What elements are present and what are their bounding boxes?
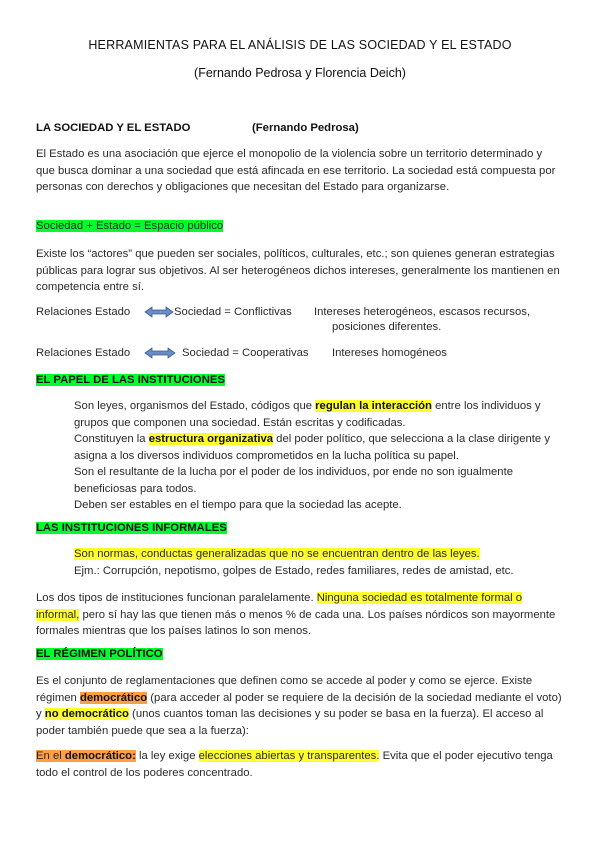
highlight-definition: Son normas, conductas generalizadas que no se encuentran dentro de las leyes. [74,548,480,560]
section-heading-sociedad-estado: LA SOCIEDAD Y EL ESTADO [36,122,191,134]
highlight-ninguna-sociedad: Ninguna sociedad es totalmente formal o informal, [36,592,523,621]
highlight-no-democratico: no democrático [44,708,129,720]
paragraph-paralelamente [36,590,564,640]
highlight-democratico-label: democrático: [64,750,136,762]
relation-2-right: Intereses homogéneos [332,347,447,359]
relation-1-right-line2: posiciones diferentes. [332,321,442,333]
section-heading-informales [36,522,227,534]
document-authors: (Fernando Pedrosa y Florencia Deich) [194,66,406,80]
section-heading-regimen [36,648,163,660]
text-run: entre los individuos y grupos que componen una sociedad. Están escritas y codificadas. [74,400,541,429]
relation-1-left: Relaciones Estado [36,306,131,318]
relation-2-left: Relaciones Estado [36,347,131,359]
text-run: Es el conjunto de reglamentaciones que definen como se accede al poder y como se ejerce. Existe régimen [36,675,533,704]
relation-1-middle: Sociedad = Conflictivas [174,306,292,318]
double-arrow-icon [144,306,174,318]
section-author: (Fernando Pedrosa) [252,122,359,134]
text-run: pero sí hay las que tienen más o menos % de cada una. Los países nórdicos son mayormente formales mientras que los países latinos lo son menos. [36,608,556,637]
highlight-estructura: estructura organizativa [148,433,274,445]
text-run: Son leyes, organismos del Estado, códigos que [74,400,316,412]
highlight-en-el: En el [36,750,65,762]
text-run: la ley exige [135,750,199,762]
section-heading-instituciones [36,374,225,386]
highlight-regulan: regulan la interacción [315,400,432,412]
heading-highlight: EL RÉGIMEN POLÍTICO [36,648,163,660]
instituciones-item-1 [74,398,564,431]
equation-highlight [36,220,223,232]
text-run: del poder político, que selecciona a la clase dirigente y asigna a los diversos individuos comprometidos en la lucha política su papel. [74,433,550,462]
instituciones-item-3: Son el resultante de la lucha por el poder de los individuos, por ende no son igualmente beneficiosas para todos. [74,466,513,495]
relation-2-middle: Sociedad = Cooperativas [182,347,309,359]
highlight-democratico: democrático [79,691,148,704]
text-run: Constituyen la [74,433,149,445]
relation-1-right-line1: Intereses heterogéneos, escasos recursos, [314,306,531,318]
instituciones-item-4: Deben ser estables en el tiempo para que la sociedad las acepte. [74,499,402,511]
paragraph-democratico [36,748,564,781]
text-run: Evita que el poder ejecutivo tenga todo el control de los poderes concentrado. [36,750,553,779]
paragraph-actores: Existe los “actores” que pueden ser sociales, políticos, culturales, etc.; son quienes generan estrategias públicas para lograr sus objetivos. Al ser heterogéneos dichos intereses, generalmente los mantienen en competencia entre sí. [36,248,560,293]
paragraph-estado-definition: El Estado es una asociación que ejerce el monopolio de la violencia sobre un territorio determinado y que busca dominar a una sociedad que está afincada en ese territorio. La sociedad está compuesta por personas con derechos y obligaciones que necesitan del Estado para organizarse. [36,148,556,193]
highlight-elecciones: elecciones abiertas y transparentes. [198,750,380,762]
text-run: (para acceder al poder se requiere de la decisión de la sociedad mediante el voto) y [36,691,562,720]
paragraph-regimen [36,673,564,739]
informales-example: Ejm.: Corrupción, nepotismo, golpes de Estado, redes familiares, redes de amistad, etc. [74,565,514,577]
equation-text: Sociedad + Estado = Espacio público [36,220,224,232]
text-run: (unos cuantos toman las decisiones y su poder se basa en la fuerza). El acceso al poder también puede que sea a la fuerza): [36,708,544,737]
double-arrow-icon [144,347,176,359]
heading-highlight: LAS INSTITUCIONES INFORMALES [36,522,227,534]
heading-highlight: EL PAPEL DE LAS INSTITUCIONES [36,374,225,386]
informales-definition [74,548,480,560]
document-title: HERRAMIENTAS PARA EL ANÁLISIS DE LAS SOCIEDAD Y EL ESTADO [88,38,512,52]
instituciones-item-2 [74,431,564,464]
text-run: Los dos tipos de instituciones funcionan paralelamente. [36,592,317,604]
